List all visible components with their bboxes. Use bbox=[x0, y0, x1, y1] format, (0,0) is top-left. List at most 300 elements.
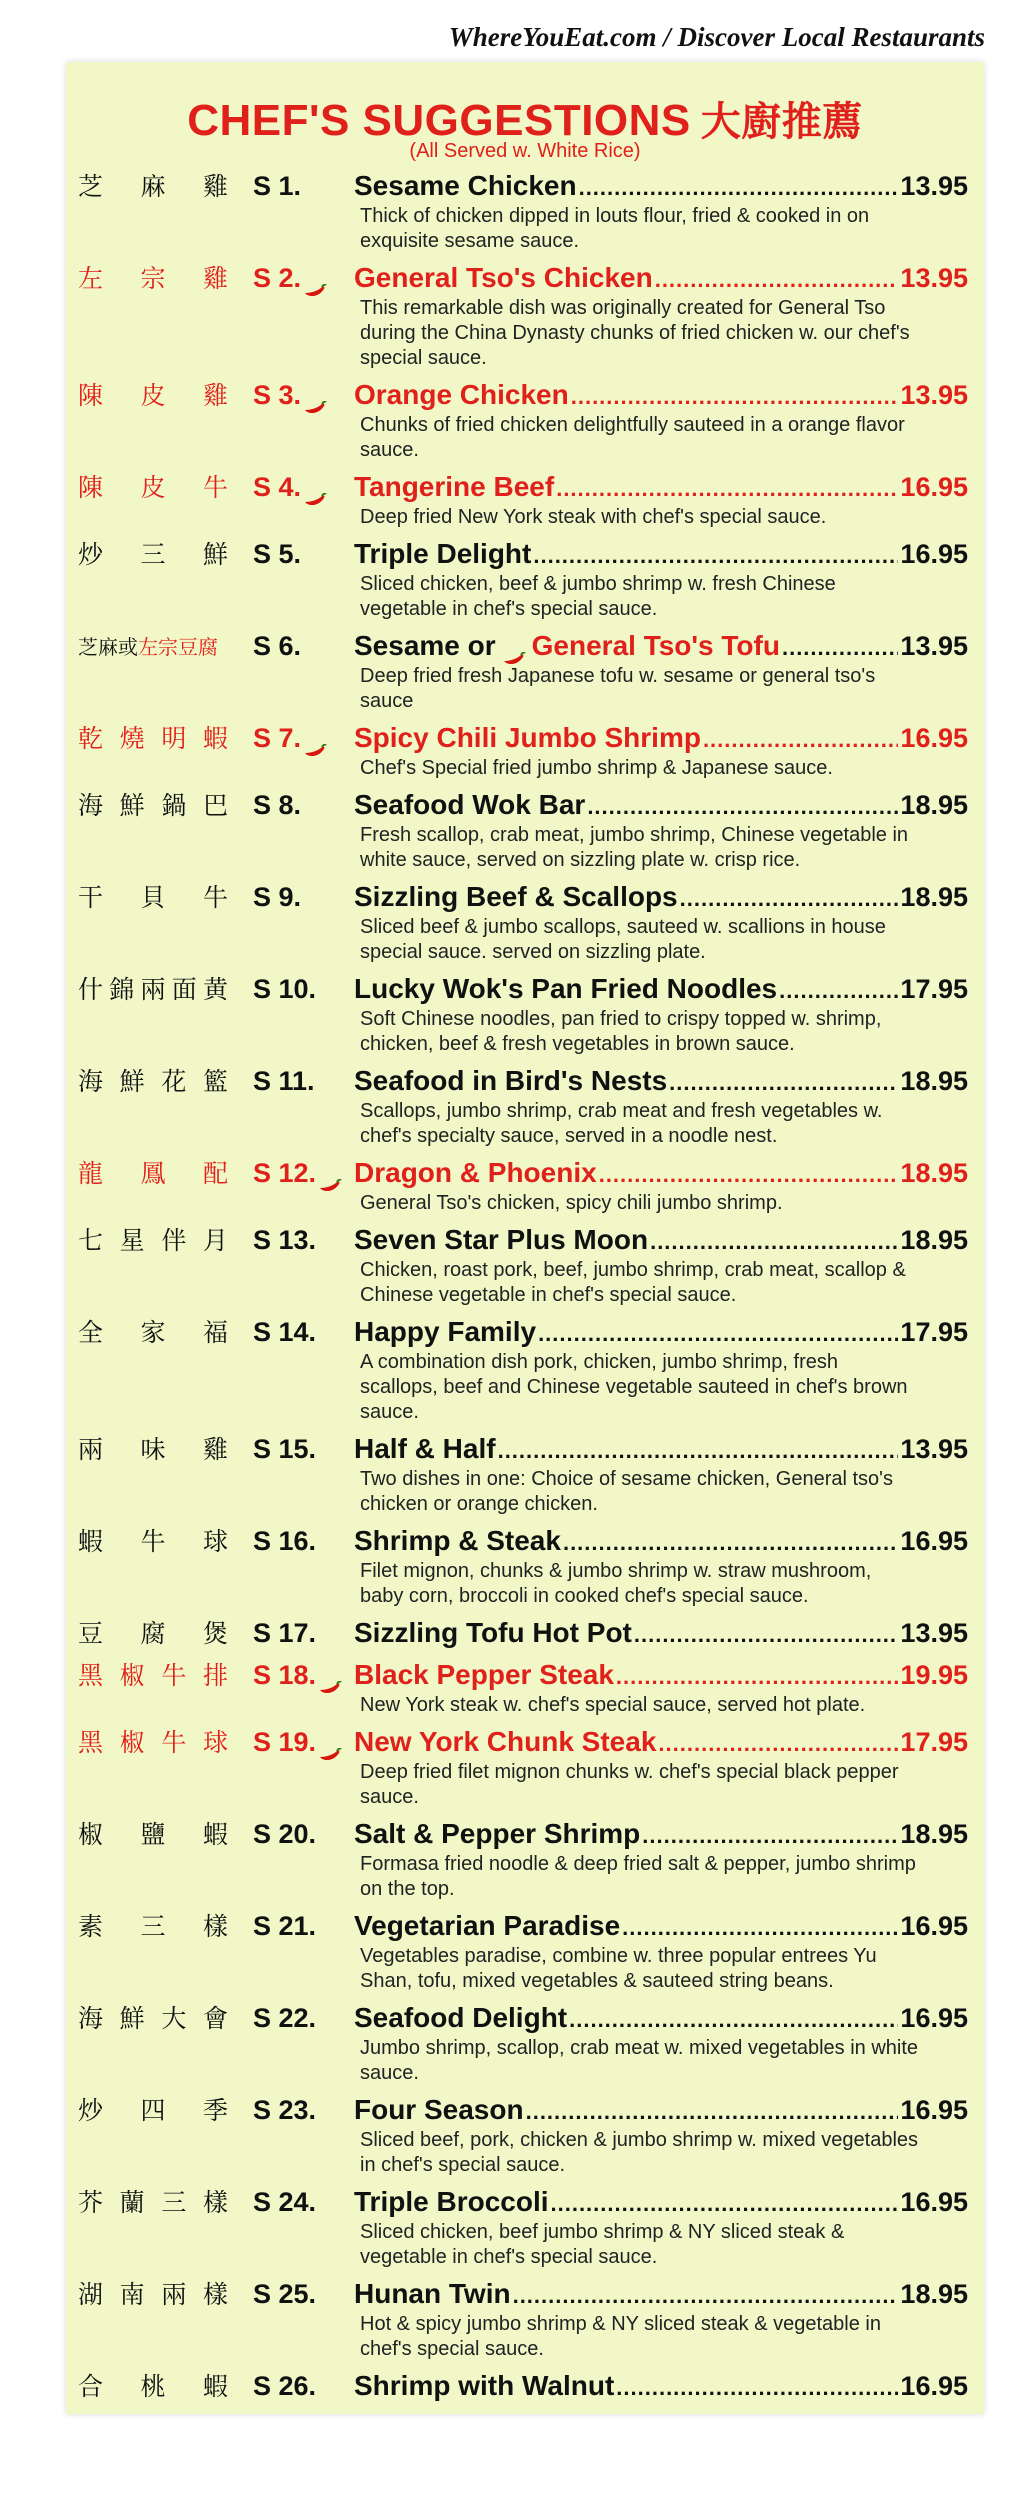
menu-item-row bbox=[78, 1724, 968, 1760]
dot-leader bbox=[571, 381, 899, 413]
menu-item bbox=[78, 2092, 968, 2184]
dish-name-zh bbox=[78, 1318, 228, 1348]
dish-name-zh bbox=[78, 2280, 228, 2310]
menu-item-row bbox=[78, 1314, 968, 1350]
dish-name bbox=[354, 2002, 567, 2034]
menu-item-row bbox=[78, 971, 968, 1007]
dish-name-zh-text: 黑 椒 牛 球 bbox=[78, 1728, 228, 1757]
item-number bbox=[253, 1433, 316, 1465]
dish-description: Chunks of fried chicken delightfully sauteed in a orange flavor sauce. bbox=[360, 414, 905, 461]
item-number-text: S 15. bbox=[253, 1434, 317, 1464]
item-number bbox=[253, 1316, 316, 1348]
dish-name bbox=[354, 262, 653, 294]
item-number-text: S 10. bbox=[253, 974, 317, 1004]
dish-price: 17.95 bbox=[900, 1317, 968, 1347]
item-number bbox=[253, 1659, 342, 1691]
dish-name-zh bbox=[78, 1619, 228, 1649]
item-number bbox=[253, 471, 327, 503]
dish-name bbox=[354, 1065, 667, 1097]
dot-leader bbox=[616, 2372, 898, 2404]
dish-price: 18.95 bbox=[900, 1066, 968, 1096]
menu-item-row bbox=[78, 2368, 968, 2404]
dish-price: 13.95 bbox=[900, 171, 968, 201]
dish-name-zh-text: 陳 皮 雞 bbox=[78, 381, 228, 410]
dish-name bbox=[354, 1157, 597, 1189]
dish-description: Two dishes in one: Choice of sesame chicken, General tso's chicken or orange chicken. bbox=[360, 1468, 893, 1515]
dish-name-zh-text: 芝 麻 雞 bbox=[78, 172, 228, 201]
menu-items bbox=[78, 168, 968, 2410]
menu-item bbox=[78, 1657, 968, 1724]
menu-subtitle: (All Served w. White Rice) bbox=[409, 140, 641, 162]
dish-name-line bbox=[354, 1525, 968, 1559]
dish-name-zh bbox=[78, 1527, 228, 1557]
chili-pepper-icon bbox=[303, 390, 327, 404]
menu-item bbox=[78, 1908, 968, 2000]
item-number-text: S 18. bbox=[253, 1660, 317, 1690]
dish-name bbox=[354, 1617, 632, 1649]
item-number-text: S 6. bbox=[253, 631, 302, 661]
menu-item-row bbox=[78, 1523, 968, 1559]
dish-name-text: Sesame Chicken bbox=[354, 170, 577, 201]
dish-description: Sliced chicken, beef jumbo shrimp & NY sliced steak & vegetable in chef's special sauce. bbox=[360, 2221, 845, 2268]
dish-description: Deep fried filet mignon chunks w. chef's special black pepper sauce. bbox=[360, 1761, 899, 1808]
dish-name-zh bbox=[78, 264, 228, 294]
dish-name-text: Hunan Twin bbox=[354, 2278, 511, 2309]
item-number bbox=[253, 1525, 316, 1557]
dot-leader bbox=[782, 632, 898, 664]
menu-item bbox=[78, 1314, 968, 1431]
item-number-text: S 22. bbox=[253, 2003, 317, 2033]
dish-name bbox=[354, 2186, 549, 2218]
dish-description: Sliced chicken, beef & jumbo shrimp w. fresh Chinese vegetable in chef's special sauce. bbox=[360, 573, 836, 620]
item-number-text: S 14. bbox=[253, 1317, 317, 1347]
dish-name-zh-text: 合 桃 蝦 bbox=[78, 2372, 228, 2401]
menu-title-zh: 大廚推薦 bbox=[700, 99, 863, 145]
item-number-text: S 5. bbox=[253, 539, 302, 569]
dish-name-text: Triple Broccoli bbox=[354, 2186, 549, 2217]
dish-name-zh bbox=[78, 1820, 228, 1850]
dish-name-zh bbox=[78, 1912, 228, 1942]
dot-leader bbox=[616, 1661, 899, 1693]
dish-name-line bbox=[354, 1316, 968, 1350]
menu-page bbox=[66, 62, 984, 2414]
dish-name-zh-text: 海 鮮 花 籃 bbox=[78, 1067, 228, 1096]
menu-item-row bbox=[78, 1063, 968, 1099]
dish-name-text: Seven Star Plus Moon bbox=[354, 1224, 649, 1255]
menu-item bbox=[78, 1615, 968, 1657]
menu-item bbox=[78, 787, 968, 879]
dot-leader bbox=[579, 172, 899, 204]
item-number bbox=[253, 2370, 316, 2402]
dish-name-zh bbox=[78, 2188, 228, 2218]
dish-name-zh bbox=[78, 2004, 228, 2034]
dish-name-zh-text: 左 宗 雞 bbox=[78, 264, 228, 293]
menu-item-row bbox=[78, 628, 968, 664]
item-number bbox=[253, 379, 327, 411]
dish-name bbox=[354, 1224, 648, 1256]
item-number bbox=[253, 630, 301, 662]
dish-price: 17.95 bbox=[900, 974, 968, 1004]
dish-name-line bbox=[354, 722, 968, 756]
dish-description: Chicken, roast pork, beef, jumbo shrimp, crab meat, scallop & Chinese vegetable in chef's special sauce. bbox=[360, 1259, 906, 1306]
dish-description: This remarkable dish was originally created for General Tso during the China Dynasty chunks of fried chicken w. our chef's special sauce. bbox=[360, 297, 910, 369]
dot-leader bbox=[556, 473, 898, 505]
dish-name-line bbox=[354, 1910, 968, 1944]
dish-name-text: Sesame or bbox=[354, 630, 496, 661]
dish-name bbox=[354, 471, 554, 503]
dish-name bbox=[354, 2094, 524, 2126]
dish-price: 13.95 bbox=[900, 631, 968, 661]
menu-item-row bbox=[78, 168, 968, 204]
item-number bbox=[253, 2186, 316, 2218]
dish-name bbox=[354, 1525, 561, 1557]
dish-name-line bbox=[354, 973, 968, 1007]
dot-leader bbox=[622, 1912, 898, 1944]
menu-item-row bbox=[78, 2184, 968, 2220]
dot-leader bbox=[599, 1159, 899, 1191]
dish-name-zh-text: 龍 鳳 配 bbox=[78, 1159, 228, 1188]
dish-name-zh-text: 豆 腐 煲 bbox=[78, 1619, 228, 1648]
dish-name-zh-text: 兩 味 雞 bbox=[78, 1435, 228, 1464]
dish-name-text: Lucky Wok's Pan Fried Noodles bbox=[354, 973, 778, 1004]
dish-name-zh-text: 什 錦 兩 面 黄 bbox=[78, 975, 228, 1004]
dish-name-text: Half & Half bbox=[354, 1433, 496, 1464]
dish-name-text: Salt & Pepper Shrimp bbox=[354, 1818, 641, 1849]
menu-item bbox=[78, 2184, 968, 2276]
dot-leader bbox=[779, 975, 898, 1007]
chili-pepper-icon bbox=[303, 273, 327, 287]
dish-name-line bbox=[354, 1157, 968, 1191]
dish-name-zh-text: 陳 皮 牛 bbox=[78, 473, 228, 502]
dish-name-zh-red-part: 左宗豆腐 bbox=[138, 635, 218, 659]
dot-leader bbox=[563, 1527, 898, 1559]
dish-name bbox=[354, 538, 531, 570]
dish-price: 16.95 bbox=[900, 2003, 968, 2033]
item-number-text: S 12. bbox=[253, 1158, 317, 1188]
dish-name bbox=[354, 170, 577, 202]
item-number-text: S 21. bbox=[253, 1911, 317, 1941]
dish-description: Hot & spicy jumbo shrimp & NY sliced steak & vegetable in chef's special sauce. bbox=[360, 2313, 881, 2360]
dish-name-text: Spicy Chili Jumbo Shrimp bbox=[354, 722, 701, 753]
dish-name-zh-text: 乾 燒 明 蝦 bbox=[78, 724, 228, 753]
dish-name bbox=[354, 1433, 496, 1465]
item-number bbox=[253, 881, 301, 913]
dish-price: 16.95 bbox=[900, 539, 968, 569]
dish-name bbox=[354, 722, 701, 754]
dot-leader bbox=[587, 791, 898, 823]
dish-name-line bbox=[354, 1818, 968, 1852]
dish-name bbox=[354, 2370, 614, 2402]
dish-name-text: New York Chunk Steak bbox=[354, 1726, 657, 1757]
menu-item-row bbox=[78, 1615, 968, 1651]
dish-price: 13.95 bbox=[900, 380, 968, 410]
item-number-text: S 20. bbox=[253, 1819, 317, 1849]
dot-leader bbox=[658, 1728, 898, 1760]
item-number bbox=[253, 262, 327, 294]
dish-name-zh bbox=[78, 540, 228, 570]
dish-name-line bbox=[354, 789, 968, 823]
dish-description: Deep fried New York steak with chef's special sauce. bbox=[360, 506, 827, 528]
dish-name-zh bbox=[78, 172, 228, 202]
dot-leader bbox=[513, 2280, 899, 2312]
dish-description: A combination dish pork, chicken, jumbo shrimp, fresh scallops, beef and Chinese vegetable sauteed in chef's brown sauce. bbox=[360, 1351, 908, 1423]
dish-price: 16.95 bbox=[900, 723, 968, 753]
menu-item bbox=[78, 1222, 968, 1314]
menu-title-en: CHEF'S SUGGESTIONS bbox=[187, 96, 691, 145]
dish-name-text: Triple Delight bbox=[354, 538, 532, 569]
dish-name-text: Tangerine Beef bbox=[354, 471, 555, 502]
menu-item bbox=[78, 168, 968, 260]
dot-leader bbox=[655, 264, 899, 296]
dish-description: Filet mignon, chunks & jumbo shrimp w. straw mushroom, baby corn, broccoli in cooked chef's special sauce. bbox=[360, 1560, 872, 1607]
dish-name-line bbox=[354, 2186, 968, 2220]
dish-description: Chef's Special fried jumbo shrimp & Japanese sauce. bbox=[360, 757, 833, 779]
chili-pepper-icon bbox=[303, 733, 327, 747]
item-number-text: S 3. bbox=[253, 380, 302, 410]
dish-name-zh-part: 芝麻或 bbox=[78, 635, 138, 659]
dish-name-text: Dragon & Phoenix bbox=[354, 1157, 597, 1188]
menu-item-row bbox=[78, 536, 968, 572]
menu-item-row bbox=[78, 260, 968, 296]
dish-price: 18.95 bbox=[900, 1225, 968, 1255]
dish-description: Deep fried fresh Japanese tofu w. sesame or general tso's sauce bbox=[360, 665, 876, 712]
item-number bbox=[253, 170, 301, 202]
dish-name-line bbox=[354, 170, 968, 204]
dish-description: Formasa fried noodle & deep fried salt & pepper, jumbo shrimp on the top. bbox=[360, 1853, 916, 1900]
dish-name-zh bbox=[78, 1728, 228, 1758]
item-number-text: S 17. bbox=[253, 1618, 317, 1648]
item-number-text: S 26. bbox=[253, 2371, 317, 2401]
menu-item bbox=[78, 1155, 968, 1222]
dish-name-line bbox=[354, 630, 968, 664]
menu-item bbox=[78, 1816, 968, 1908]
dish-name-text: Sizzling Tofu Hot Pot bbox=[354, 1617, 632, 1648]
dish-name-text: Shrimp with Walnut bbox=[354, 2370, 615, 2401]
dish-price: 13.95 bbox=[900, 1434, 968, 1464]
menu-item-row bbox=[78, 1431, 968, 1467]
dish-name-line bbox=[354, 471, 968, 505]
menu-item bbox=[78, 469, 968, 536]
dish-name-zh-text: 全 家 福 bbox=[78, 1318, 228, 1347]
dot-leader bbox=[569, 2004, 898, 2036]
item-number-text: S 16. bbox=[253, 1526, 317, 1556]
dish-name-line bbox=[354, 1433, 968, 1467]
dish-name-text: Seafood Delight bbox=[354, 2002, 568, 2033]
item-number bbox=[253, 973, 316, 1005]
menu-item bbox=[78, 260, 968, 377]
dish-name bbox=[354, 881, 678, 913]
chili-pepper-icon bbox=[318, 1737, 342, 1751]
dish-name-text: Black Pepper Steak bbox=[354, 1659, 614, 1690]
menu-item bbox=[78, 377, 968, 469]
dish-price: 16.95 bbox=[900, 2187, 968, 2217]
dish-name bbox=[354, 2278, 511, 2310]
dish-name-zh bbox=[78, 1435, 228, 1465]
menu-item-row bbox=[78, 1222, 968, 1258]
item-number-text: S 7. bbox=[253, 723, 302, 753]
site-header: WhereYouEat.com / Discover Local Restaurants bbox=[448, 22, 985, 52]
item-number-text: S 13. bbox=[253, 1225, 317, 1255]
menu-item-row bbox=[78, 1155, 968, 1191]
dish-name-text: Shrimp & Steak bbox=[354, 1525, 561, 1556]
item-number-text: S 19. bbox=[253, 1727, 317, 1757]
dish-name-line bbox=[354, 881, 968, 915]
dot-leader bbox=[498, 1435, 899, 1467]
dish-name-zh bbox=[78, 883, 228, 913]
item-number-text: S 9. bbox=[253, 882, 302, 912]
dish-name-zh-text: 蝦 牛 球 bbox=[78, 1527, 228, 1556]
menu-item-row bbox=[78, 2276, 968, 2312]
dish-name-zh-text: 七 星 伴 月 bbox=[78, 1226, 228, 1255]
chili-pepper-icon bbox=[318, 1168, 342, 1182]
dish-description: Fresh scallop, crab meat, jumbo shrimp, Chinese vegetable in white sauce, served on sizzling plate w. crisp rice. bbox=[360, 824, 909, 871]
dot-leader bbox=[538, 1318, 898, 1350]
dish-name-line bbox=[354, 1065, 968, 1099]
menu-item-row bbox=[78, 2000, 968, 2036]
item-number bbox=[253, 2278, 316, 2310]
dot-leader bbox=[650, 1226, 898, 1258]
dish-name-line bbox=[354, 1726, 968, 1760]
dish-name-zh bbox=[78, 632, 228, 662]
dish-price: 18.95 bbox=[900, 882, 968, 912]
menu-item-row bbox=[78, 720, 968, 756]
item-number bbox=[253, 722, 327, 754]
dish-description: New York steak w. chef's special sauce, served hot plate. bbox=[360, 1694, 866, 1716]
item-number bbox=[253, 1910, 316, 1942]
dish-description: Scallops, jumbo shrimp, crab meat and fresh vegetables w. chef's specialty sauce, served in a noodle nest. bbox=[360, 1100, 883, 1147]
dish-name-text: Four Season bbox=[354, 2094, 524, 2125]
dish-description: Soft Chinese noodles, pan fried to crispy topped w. shrimp, chicken, beef & fresh vegetables in brown sauce. bbox=[360, 1008, 882, 1055]
dish-name-zh-text: 椒 鹽 蝦 bbox=[78, 1820, 228, 1849]
menu-item bbox=[78, 1431, 968, 1523]
dish-name bbox=[354, 1818, 640, 1850]
dish-price: 16.95 bbox=[900, 1526, 968, 1556]
menu-item bbox=[78, 2368, 968, 2410]
dish-price: 18.95 bbox=[900, 1158, 968, 1188]
dish-name-text: General Tso's Chicken bbox=[354, 262, 653, 293]
dish-name-line bbox=[354, 2278, 968, 2312]
menu-title bbox=[66, 90, 984, 147]
dot-leader bbox=[669, 1067, 898, 1099]
chili-pepper-icon bbox=[318, 1670, 342, 1684]
menu-item bbox=[78, 971, 968, 1063]
dish-price: 16.95 bbox=[900, 472, 968, 502]
item-number bbox=[253, 1726, 342, 1758]
item-number bbox=[253, 2094, 316, 2126]
dish-name-zh-text: 黑 椒 牛 排 bbox=[78, 1661, 228, 1690]
dish-price: 16.95 bbox=[900, 2095, 968, 2125]
dish-name-text: Sizzling Beef & Scallops bbox=[354, 881, 678, 912]
menu-item-row bbox=[78, 2092, 968, 2128]
menu-item-row bbox=[78, 879, 968, 915]
dish-name-text: Orange Chicken bbox=[354, 379, 569, 410]
chili-pepper-icon bbox=[502, 641, 526, 655]
dish-name-zh bbox=[78, 1067, 228, 1097]
menu-item-row bbox=[78, 469, 968, 505]
dot-leader bbox=[703, 724, 898, 756]
item-number-text: S 11. bbox=[253, 1066, 315, 1096]
dish-price: 16.95 bbox=[900, 1911, 968, 1941]
dot-leader bbox=[551, 2188, 899, 2220]
item-number-text: S 2. bbox=[253, 263, 302, 293]
dish-name-zh-text: 炒 三 鮮 bbox=[78, 540, 228, 569]
item-number bbox=[253, 1818, 316, 1850]
menu-item-row bbox=[78, 1657, 968, 1693]
dish-name-zh bbox=[78, 473, 228, 503]
menu-item-row bbox=[78, 1816, 968, 1852]
dot-leader bbox=[680, 883, 899, 915]
dish-name-line bbox=[354, 1224, 968, 1258]
item-number-text: S 4. bbox=[253, 472, 302, 502]
dish-name-red-text: General Tso's Tofu bbox=[531, 630, 780, 661]
menu-item bbox=[78, 1724, 968, 1816]
dish-name-zh-text: 炒 四 季 bbox=[78, 2096, 228, 2125]
dish-name-zh bbox=[78, 975, 228, 1005]
dish-name-zh-text: 芥 蘭 三 樣 bbox=[78, 2188, 228, 2217]
menu-item bbox=[78, 2000, 968, 2092]
dish-name-zh bbox=[78, 724, 228, 754]
dish-name-zh bbox=[78, 381, 228, 411]
item-number-text: S 25. bbox=[253, 2279, 317, 2309]
item-number-text: S 8. bbox=[253, 790, 302, 820]
dish-name bbox=[354, 1726, 656, 1758]
dish-name-line bbox=[354, 2094, 968, 2128]
dish-name-line bbox=[354, 538, 968, 572]
dish-description: Sliced beef, pork, chicken & jumbo shrimp w. mixed vegetables in chef's special sauce. bbox=[360, 2129, 919, 2176]
menu-item bbox=[78, 2276, 968, 2368]
item-number bbox=[253, 789, 301, 821]
menu-item bbox=[78, 628, 968, 720]
dish-name-zh bbox=[78, 1159, 228, 1189]
item-number-text: S 24. bbox=[253, 2187, 317, 2217]
dish-name-line bbox=[354, 1659, 968, 1693]
dish-description: Sliced beef & jumbo scallops, sauteed w. scallions in house special sauce. served on sizzling plate. bbox=[360, 916, 886, 963]
menu-item-row bbox=[78, 787, 968, 823]
item-number bbox=[253, 1224, 316, 1256]
dish-name bbox=[354, 1659, 614, 1691]
item-number bbox=[253, 1617, 316, 1649]
dish-description: Thick of chicken dipped in louts flour, fried & cooked in on exquisite sesame sauce. bbox=[360, 205, 870, 252]
dish-name-text: Seafood in Bird's Nests bbox=[354, 1065, 668, 1096]
dish-description: Vegetables paradise, combine w. three popular entrees Yu Shan, tofu, mixed vegetables & sauteed string beans. bbox=[360, 1945, 877, 1992]
item-number bbox=[253, 2002, 316, 2034]
dish-name-zh-text: 素 三 樣 bbox=[78, 1912, 228, 1941]
dot-leader bbox=[642, 1820, 898, 1852]
dish-price: 16.95 bbox=[900, 2371, 968, 2401]
dish-name-text: Vegetarian Paradise bbox=[354, 1910, 621, 1941]
dish-name-zh bbox=[78, 2372, 228, 2402]
dot-leader bbox=[634, 1619, 899, 1651]
dish-name bbox=[354, 379, 569, 411]
menu-item bbox=[78, 879, 968, 971]
dish-name-zh-text: 干 貝 牛 bbox=[78, 883, 228, 912]
item-number-text: S 1. bbox=[253, 171, 302, 201]
dish-name-zh bbox=[78, 1226, 228, 1256]
dish-name-line bbox=[354, 2002, 968, 2036]
dish-description: Jumbo shrimp, scallop, crab meat w. mixed vegetables in white sauce. bbox=[360, 2037, 919, 2084]
dish-name-text: Happy Family bbox=[354, 1316, 537, 1347]
dish-name-line bbox=[354, 379, 968, 413]
dot-leader bbox=[526, 2096, 899, 2128]
dish-name bbox=[354, 630, 780, 662]
menu-item-row bbox=[78, 377, 968, 413]
dish-name bbox=[354, 1910, 620, 1942]
dish-name-zh-text: 海 鮮 鍋 巴 bbox=[78, 791, 228, 820]
dish-price: 18.95 bbox=[900, 1819, 968, 1849]
dish-name-zh bbox=[78, 2096, 228, 2126]
dish-price: 13.95 bbox=[900, 263, 968, 293]
item-number bbox=[253, 1157, 342, 1189]
